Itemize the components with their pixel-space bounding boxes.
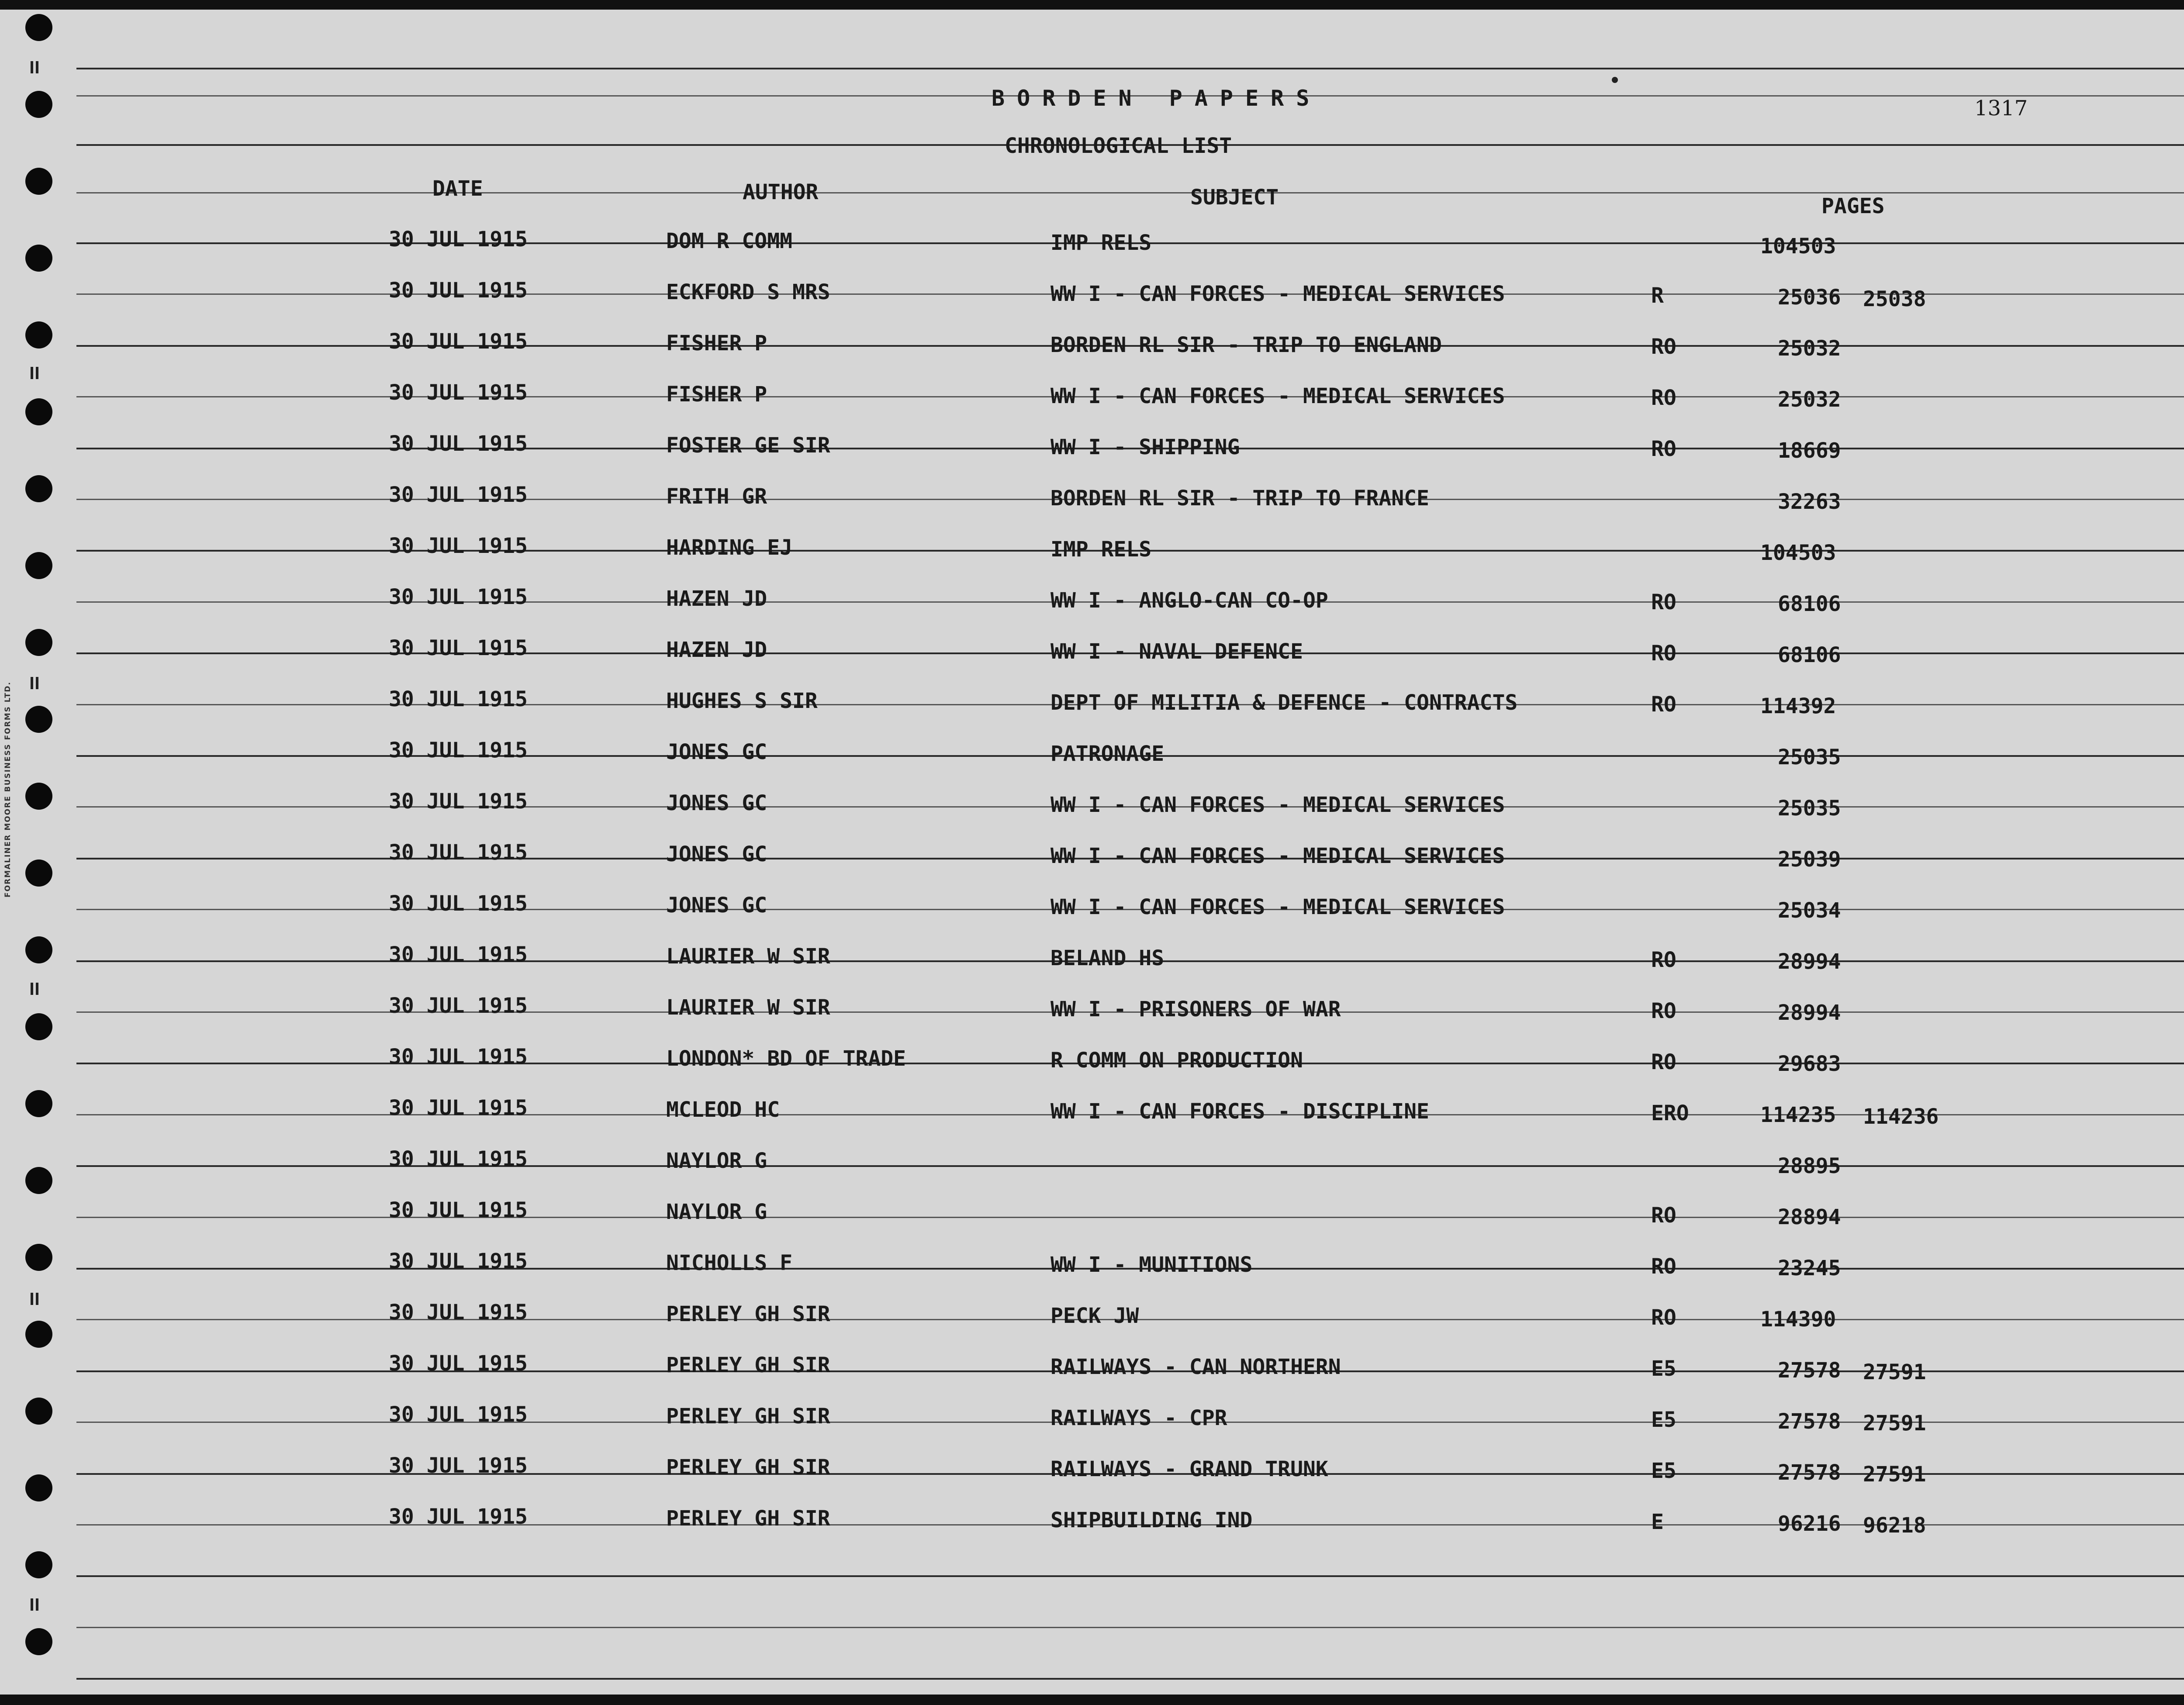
perforation-tick-left xyxy=(31,1598,38,1611)
perforation-tick-left xyxy=(31,1293,38,1305)
cell-subject: BORDEN RL SIR - TRIP TO FRANCE xyxy=(1051,486,1429,511)
feed-hole-left xyxy=(25,1398,52,1425)
cell-author: PERLEY GH SIR xyxy=(666,1353,830,1377)
cell-page-start: 114392 xyxy=(1760,694,1836,718)
cell-date: 30 JUL 1915 xyxy=(389,738,528,763)
cell-subject: PATRONAGE xyxy=(1051,742,1165,766)
cell-subject: WW I - MUNITIONS xyxy=(1051,1253,1253,1277)
feed-hole-left xyxy=(25,1474,52,1501)
cell-code: RO xyxy=(1651,641,1676,666)
cell-subject: RAILWAYS - CPR xyxy=(1051,1406,1227,1430)
cell-subject: WW I - CAN FORCES - MEDICAL SERVICES xyxy=(1051,793,1505,817)
cell-date: 30 JUL 1915 xyxy=(389,585,528,609)
cell-code: RO xyxy=(1651,1050,1676,1074)
cell-author: HAZEN JD xyxy=(666,638,767,662)
cell-author: JONES GC xyxy=(666,791,767,815)
cell-page-start: 28894 xyxy=(1778,1205,1841,1229)
cell-page-start: 28994 xyxy=(1778,949,1841,974)
cell-page-start: 114390 xyxy=(1760,1307,1836,1332)
cell-page-start: 114235 xyxy=(1760,1103,1836,1127)
cell-author: FOSTER GE SIR xyxy=(666,433,830,458)
feed-hole-left xyxy=(25,859,52,887)
cell-page-start: 25032 xyxy=(1778,387,1841,412)
cell-page-start: 32263 xyxy=(1778,490,1841,514)
cell-page-start: 27578 xyxy=(1778,1460,1841,1485)
feed-hole-left xyxy=(25,1551,52,1578)
cell-page-start: 28994 xyxy=(1778,1001,1841,1025)
ink-dot xyxy=(1612,77,1618,83)
cell-subject: DEPT OF MILITIA & DEFENCE - CONTRACTS xyxy=(1051,690,1518,715)
cell-date: 30 JUL 1915 xyxy=(389,1045,528,1069)
feed-hole-left xyxy=(25,398,52,425)
cell-subject: WW I - CAN FORCES - MEDICAL SERVICES xyxy=(1051,384,1505,408)
cell-author: NAYLOR G xyxy=(666,1149,767,1173)
cell-code: RO xyxy=(1651,1203,1676,1228)
cell-code: E5 xyxy=(1651,1459,1676,1483)
cell-page-start: 25036 xyxy=(1778,285,1841,310)
cell-author: MCLEOD HC xyxy=(666,1098,780,1122)
cell-date: 30 JUL 1915 xyxy=(389,1300,528,1325)
cell-author: JONES GC xyxy=(666,740,767,764)
document-title: BORDEN PAPERS xyxy=(992,86,1322,111)
cell-page-start: 25035 xyxy=(1778,745,1841,770)
cell-author: HARDING EJ xyxy=(666,535,792,560)
cell-author: DOM R COMM xyxy=(666,229,792,253)
cell-code: RO xyxy=(1651,1254,1676,1279)
cell-code: RO xyxy=(1651,692,1676,717)
perforation-tick-left xyxy=(31,983,38,995)
cell-date: 30 JUL 1915 xyxy=(389,1402,528,1427)
cell-author: FRITH GR xyxy=(666,484,767,509)
cell-page-start: 25032 xyxy=(1778,336,1841,361)
feed-hole-left xyxy=(25,321,52,349)
cell-date: 30 JUL 1915 xyxy=(389,1351,528,1376)
cell-date: 30 JUL 1915 xyxy=(389,1505,528,1529)
cell-page-start: 96216 xyxy=(1778,1512,1841,1536)
cell-page-end: 114236 xyxy=(1863,1104,1939,1129)
cell-date: 30 JUL 1915 xyxy=(389,227,528,252)
list-subtitle: CHRONOLOGICAL LIST xyxy=(1005,134,1232,158)
cell-code: RO xyxy=(1651,335,1676,359)
cell-code: RO xyxy=(1651,386,1676,410)
cell-subject: IMP RELS xyxy=(1051,537,1152,562)
cell-code: RO xyxy=(1651,948,1676,972)
cell-code: E5 xyxy=(1651,1408,1676,1432)
cell-date: 30 JUL 1915 xyxy=(389,687,528,711)
feed-hole-left xyxy=(25,706,52,733)
cell-author: LAURIER W SIR xyxy=(666,995,830,1020)
ruled-line xyxy=(76,192,2184,193)
cell-date: 30 JUL 1915 xyxy=(389,380,528,405)
cell-author: PERLEY GH SIR xyxy=(666,1455,830,1480)
column-header-pages: PAGES xyxy=(1821,194,1885,218)
column-header-author: AUTHOR xyxy=(743,180,819,204)
ruled-line xyxy=(76,1627,2184,1628)
feed-hole-left xyxy=(25,783,52,810)
cell-code: RO xyxy=(1651,999,1676,1023)
feed-hole-left xyxy=(25,475,52,502)
cell-author: PERLEY GH SIR xyxy=(666,1404,830,1429)
feed-hole-left xyxy=(25,1167,52,1194)
cell-date: 30 JUL 1915 xyxy=(389,891,528,916)
cell-page-start: 27578 xyxy=(1778,1358,1841,1383)
ruled-line xyxy=(76,68,2184,69)
cell-author: LONDON* BD OF TRADE xyxy=(666,1046,906,1071)
cell-code: R xyxy=(1651,283,1664,308)
cell-page-end: 96218 xyxy=(1863,1513,1926,1538)
cell-date: 30 JUL 1915 xyxy=(389,789,528,814)
cell-page-start: 27578 xyxy=(1778,1409,1841,1434)
feed-hole-left xyxy=(25,1321,52,1348)
cell-author: PERLEY GH SIR xyxy=(666,1302,830,1326)
perforation-tick-left xyxy=(31,367,38,379)
cell-page-start: 29683 xyxy=(1778,1052,1841,1076)
cell-author: FISHER P xyxy=(666,331,767,355)
cell-code: E5 xyxy=(1651,1356,1676,1381)
cell-date: 30 JUL 1915 xyxy=(389,1453,528,1478)
cell-page-start: 25035 xyxy=(1778,796,1841,821)
cell-subject: PECK JW xyxy=(1051,1304,1139,1328)
cell-subject: WW I - CAN FORCES - DISCIPLINE xyxy=(1051,1099,1429,1124)
cell-author: JONES GC xyxy=(666,893,767,918)
feed-hole-left xyxy=(25,91,52,118)
cell-date: 30 JUL 1915 xyxy=(389,1096,528,1120)
cell-author: LAURIER W SIR xyxy=(666,944,830,969)
cell-author: JONES GC xyxy=(666,842,767,866)
cell-subject: RAILWAYS - CAN NORTHERN xyxy=(1051,1355,1341,1379)
cell-date: 30 JUL 1915 xyxy=(389,534,528,558)
cell-page-start: 68106 xyxy=(1778,592,1841,616)
feed-hole-left xyxy=(25,936,52,963)
cell-author: HAZEN JD xyxy=(666,587,767,611)
cell-author: ECKFORD S MRS xyxy=(666,280,830,304)
feed-hole-left xyxy=(25,168,52,195)
cell-date: 30 JUL 1915 xyxy=(389,329,528,354)
cell-date: 30 JUL 1915 xyxy=(389,636,528,660)
cell-code: E xyxy=(1651,1510,1664,1534)
feed-hole-left xyxy=(25,1090,52,1117)
column-header-date: DATE xyxy=(432,176,483,201)
cell-page-start: 28895 xyxy=(1778,1154,1841,1178)
feed-hole-left xyxy=(25,1628,52,1655)
cell-date: 30 JUL 1915 xyxy=(389,278,528,303)
ruled-line xyxy=(76,1678,2184,1680)
cell-date: 30 JUL 1915 xyxy=(389,840,528,865)
cell-author: FISHER P xyxy=(666,382,767,407)
ruled-line xyxy=(76,1575,2184,1577)
feed-hole-left xyxy=(25,245,52,272)
cell-page-end: 27591 xyxy=(1863,1462,1926,1487)
cell-author: PERLEY GH SIR xyxy=(666,1506,830,1531)
feed-hole-left xyxy=(25,1244,52,1271)
cell-page-start: 25039 xyxy=(1778,847,1841,872)
cell-date: 30 JUL 1915 xyxy=(389,942,528,967)
cell-page-end: 27591 xyxy=(1863,1360,1926,1384)
cell-subject: BELAND HS xyxy=(1051,946,1165,970)
cell-page-start: 104503 xyxy=(1760,541,1836,565)
cell-subject: WW I - ANGLO-CAN CO-OP xyxy=(1051,588,1328,613)
page-number: 1317 xyxy=(1974,96,2028,121)
cell-date: 30 JUL 1915 xyxy=(389,1249,528,1274)
cell-page-end: 25038 xyxy=(1863,287,1926,311)
feed-hole-left xyxy=(25,14,52,41)
vendor-imprint: FORMALINER MOORE BUSINESS FORMS LTD. xyxy=(3,681,12,897)
cell-code: ERO xyxy=(1651,1101,1689,1125)
cell-subject: IMP RELS xyxy=(1051,231,1152,255)
column-header-subject: SUBJECT xyxy=(1190,185,1279,210)
feed-hole-left xyxy=(25,1013,52,1040)
cell-page-start: 18669 xyxy=(1778,438,1841,463)
perforation-tick-left xyxy=(31,61,38,73)
cell-subject: R COMM ON PRODUCTION xyxy=(1051,1048,1303,1073)
cell-subject: WW I - CAN FORCES - MEDICAL SERVICES xyxy=(1051,282,1505,306)
cell-subject: SHIPBUILDING IND xyxy=(1051,1508,1253,1532)
cell-author: NAYLOR G xyxy=(666,1200,767,1224)
cell-subject: RAILWAYS - GRAND TRUNK xyxy=(1051,1457,1328,1481)
cell-page-start: 68106 xyxy=(1778,643,1841,667)
cell-page-start: 25034 xyxy=(1778,898,1841,923)
cell-date: 30 JUL 1915 xyxy=(389,994,528,1018)
cell-date: 30 JUL 1915 xyxy=(389,1147,528,1171)
feed-hole-left xyxy=(25,629,52,656)
cell-date: 30 JUL 1915 xyxy=(389,431,528,456)
cell-code: RO xyxy=(1651,437,1676,461)
cell-subject: WW I - SHIPPING xyxy=(1051,435,1240,459)
cell-page-end: 27591 xyxy=(1863,1411,1926,1436)
cell-subject: WW I - CAN FORCES - MEDICAL SERVICES xyxy=(1051,895,1505,919)
scan-bottom-edge xyxy=(0,1695,2184,1705)
cell-page-start: 23245 xyxy=(1778,1256,1841,1280)
cell-subject: BORDEN RL SIR - TRIP TO ENGLAND xyxy=(1051,333,1442,357)
scan-top-edge xyxy=(0,0,2184,10)
cell-date: 30 JUL 1915 xyxy=(389,483,528,507)
cell-page-start: 104503 xyxy=(1760,234,1836,259)
cell-subject: WW I - PRISONERS OF WAR xyxy=(1051,997,1341,1022)
perforation-tick-left xyxy=(31,677,38,689)
cell-author: NICHOLLS F xyxy=(666,1251,792,1275)
cell-subject: WW I - NAVAL DEFENCE xyxy=(1051,639,1303,664)
cell-code: RO xyxy=(1651,590,1676,614)
cell-author: HUGHES S SIR xyxy=(666,689,818,713)
cell-code: RO xyxy=(1651,1305,1676,1330)
cell-subject: WW I - CAN FORCES - MEDICAL SERVICES xyxy=(1051,844,1505,868)
cell-date: 30 JUL 1915 xyxy=(389,1198,528,1222)
feed-hole-left xyxy=(25,552,52,579)
